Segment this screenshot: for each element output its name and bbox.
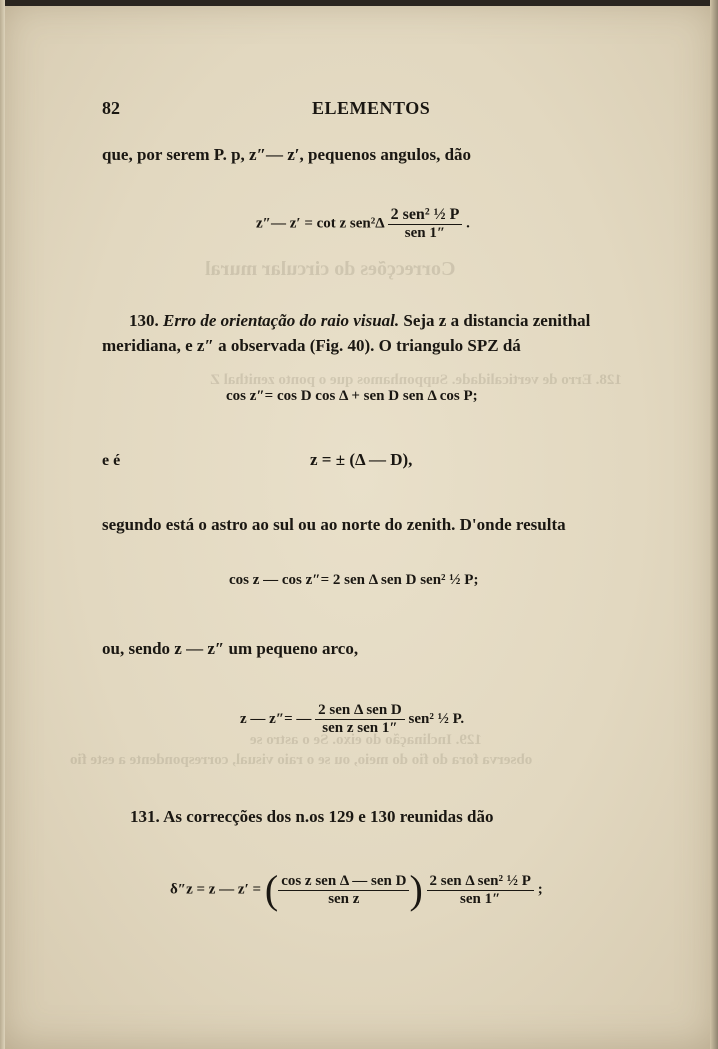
ou-line: ou, sendo z — z″ um pequeno arco, [102, 639, 359, 658]
section-130-heading: Erro de orientação do raio visual. [163, 311, 400, 330]
equation-2: cos z″= cos D cos Δ + sen D sen Δ cos P; [226, 388, 478, 404]
section-130-number: 130. [129, 311, 159, 330]
equation-1-lhs: z″— z′ = cot z sen²Δ [256, 215, 384, 232]
section-131-number: 131. [130, 807, 160, 826]
page-number: 82 [102, 98, 120, 118]
equation-5 [240, 702, 464, 737]
section-130-paragraph [102, 308, 642, 358]
equation-6-numerator-2: 2 sen Δ sen² ½ P [427, 873, 534, 891]
equation-5-lhs: z — z″= — [240, 710, 312, 727]
equation-6-tail: ; [537, 881, 543, 898]
equation-6-denominator-1: sen z [328, 890, 360, 907]
equation-6-numerator-1: cos z sen Δ — sen D [278, 873, 409, 891]
equation-1-denominator: sen 1″ [404, 225, 446, 241]
page-top-edge [0, 0, 718, 6]
equation-6-fraction-1 [278, 873, 409, 908]
bleed-through-line: observa fora do fio do meio, ou se o raio visual, correspondente a este fio [70, 752, 533, 768]
equation-5-numerator: 2 sen Δ sen D [315, 702, 405, 720]
bleed-through-line: 129. Inclinação do eixo. Se o astro se [250, 732, 482, 748]
page-left-edge [0, 0, 5, 1049]
equation-6-fraction-2 [427, 873, 534, 908]
section-131-text: As correcções dos n.os 129 e 130 reunidas dão [163, 807, 494, 826]
equation-1-numerator: 2 sen² ½ P [388, 206, 463, 225]
section-131-paragraph [102, 804, 642, 829]
section-130-text-2: meridiana, e z″ a observada (Fig. 40). O triangulo SPZ dá [102, 336, 521, 355]
section-130-text-1: Seja z a distancia zenithal [399, 311, 591, 330]
segundo-line: segundo está o astro ao sul ou ao norte do zenith. D'onde resulta [102, 515, 566, 534]
equation-6: δ″z = z — z′ = ( $\frac{\text{cos z sen Δ — sen D}}{\text{sen z}}$ ) $\frac{\text{2 sen Δ sen² ½ P}}{\text{sen 1″}}$ ; [170, 867, 543, 912]
equation-1 [256, 206, 470, 242]
equation-5-denominator: sen z sen 1″ [322, 720, 398, 736]
equation-5-fraction [315, 702, 405, 737]
intro-line: que, por serem P. p, z″— z′, pequenos angulos, dão [102, 145, 472, 164]
equation-6-lhs: δ″z = z — z′ = [170, 881, 262, 898]
bleed-through-line: 128. Erro de verticalidade. Supponhamos que o ponto zenithal Z [210, 372, 622, 388]
equation-1-tail: . [466, 215, 470, 232]
equation-3: z = ± (Δ — D), [310, 450, 413, 469]
e-label: e é [102, 452, 121, 469]
equation-4: cos z — cos z″= 2 sen Δ sen D sen² ½ P; [229, 572, 479, 588]
bleed-through-heading: Correcções do circular mural [205, 258, 456, 280]
equation-6-denominator-2: sen 1″ [460, 890, 501, 907]
running-title: ELEMENTOS [312, 98, 431, 118]
equation-1-fraction [388, 206, 463, 242]
page-right-edge [710, 0, 718, 1049]
equation-5-tail: sen² ½ P. [408, 710, 465, 727]
